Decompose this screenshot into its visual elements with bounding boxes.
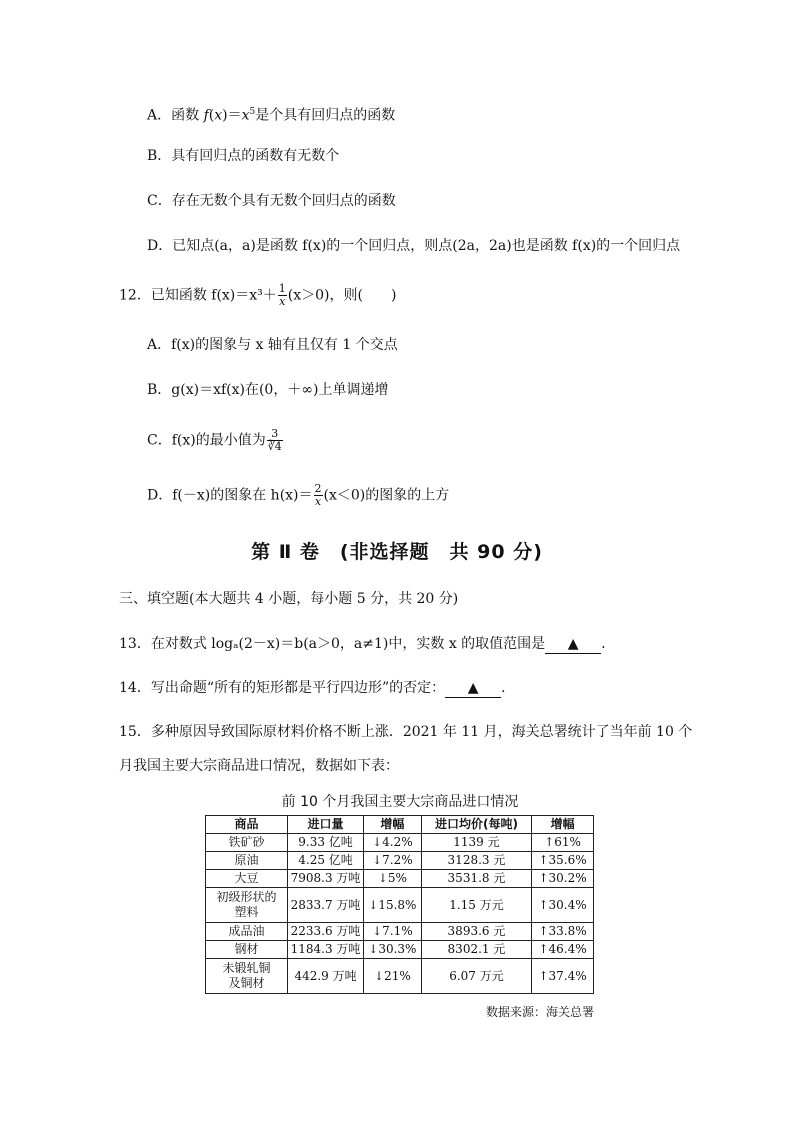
q12-d-suffix: (x＜0)的图象的上方	[323, 487, 450, 504]
cell-price-change: ↑61%	[532, 834, 594, 852]
q13-suffix: ．	[601, 636, 616, 652]
table-row	[206, 834, 594, 852]
part3-heading: 三、填空题(本大题共 4 小题，每小题 5 分，共 20 分)	[119, 591, 459, 607]
q15-line2: 月我国主要大宗商品进口情况，数据如下表：	[119, 758, 399, 774]
cell-volume-change: ↓7.2%	[364, 852, 422, 870]
cell-volume: 2233.6 万吨	[288, 923, 364, 941]
cell-commodity: 成品油	[206, 923, 288, 941]
cell-volume-change: ↓4.2%	[364, 834, 422, 852]
cell-price: 6.07 万元	[421, 959, 531, 994]
cell-volume: 4.25 亿吨	[288, 852, 364, 870]
q11-a-exp: 5	[249, 107, 256, 117]
cell-price-change: ↑30.4%	[532, 888, 594, 923]
cell-price: 3128.3 元	[421, 852, 531, 870]
cell-volume-change: ↓21%	[364, 959, 422, 994]
table-header-row	[206, 816, 594, 834]
q11-option-c: C．存在无数个具有无数个回归点的函数	[147, 193, 396, 209]
header-price-change: 增幅	[532, 816, 594, 834]
table-title: 前 10 个月我国主要大宗商品进口情况	[281, 794, 519, 810]
cell-volume-change: ↓5%	[364, 870, 422, 888]
cell-volume: 442.9 万吨	[288, 959, 364, 994]
q12-c-num: 3	[267, 428, 283, 441]
q13	[119, 634, 615, 654]
table-row	[206, 959, 594, 994]
q11-a-paren: (	[208, 107, 215, 124]
q12-frac-den: x	[279, 295, 286, 308]
q13-text: 13．在对数式 logₐ(2－x)＝b(a＞0，a≠1)中，实数 x 的取值范围是	[119, 636, 546, 652]
table-row	[206, 923, 594, 941]
q12-option-d	[147, 483, 449, 508]
q14-answer-blank: ▲	[445, 679, 501, 698]
cell-price-change: ↑30.2%	[532, 870, 594, 888]
cell-price: 1139 元	[421, 834, 531, 852]
q12-frac-num: 1	[278, 282, 286, 295]
q14	[119, 678, 515, 698]
q11-option-d: D．已知点(a，a)是函数 f(x)的一个回归点，则点(2a，2a)也是函数 f(x)的一个回归点	[147, 238, 681, 254]
q12-d-prefix: D．f(－x)的图象在 h(x)＝	[147, 487, 313, 504]
cell-volume: 2833.7 万吨	[288, 888, 364, 923]
cell-commodity: 初级形状的 塑料	[206, 888, 288, 923]
q11-a-suffix: 是个具有回归点的函数	[255, 107, 396, 124]
cell-volume: 7908.3 万吨	[288, 870, 364, 888]
cell-price: 3893.6 元	[421, 923, 531, 941]
q11-a-x2: x	[241, 107, 250, 124]
cell-price: 1.15 万元	[421, 888, 531, 923]
table-row	[206, 870, 594, 888]
cell-price: 3531.8 元	[421, 870, 531, 888]
q12-d-den: x	[314, 495, 322, 508]
cell-price-change: ↑37.4%	[532, 959, 594, 994]
q12-option-c	[147, 428, 284, 453]
q12-stem-suffix: (x＞0)，则( )	[287, 287, 397, 304]
q11-option-b: B．具有回归点的函数有无数个	[147, 148, 340, 164]
q12-stem-prefix: 12．已知函数 f(x)＝x³＋	[119, 287, 277, 304]
cell-commodity: 大豆	[206, 870, 288, 888]
q12-c-prefix: C．f(x)的最小值为	[147, 432, 266, 449]
q12-d-num: 2	[314, 482, 322, 495]
q12-stem	[119, 283, 396, 308]
q12-c-den: ∛4	[267, 440, 282, 453]
q12-option-b: B．g(x)＝xf(x)在(0，＋∞)上单调递增	[147, 382, 389, 398]
cell-price-change: ↑35.6%	[532, 852, 594, 870]
table-row	[206, 852, 594, 870]
cell-volume-change: ↓15.8%	[364, 888, 422, 923]
q12-d-fraction	[314, 483, 323, 508]
commodity-import-table	[205, 815, 594, 994]
q12-fraction	[278, 283, 287, 308]
q15-line1: 15．多种原因导致国际原材料价格不断上涨．2021 年 11 月，海关总署统计了当年前 10 个	[119, 724, 693, 740]
header-volume-change: 增幅	[364, 816, 422, 834]
cell-price-change: ↑46.4%	[532, 941, 594, 959]
cell-price: 8302.1 元	[421, 941, 531, 959]
cell-commodity: 钢材	[206, 941, 288, 959]
cell-volume-change: ↓7.1%	[364, 923, 422, 941]
q13-answer-blank: ▲	[545, 635, 601, 654]
header-import-volume: 进口量	[288, 816, 364, 834]
cell-commodity: 铁矿砂	[206, 834, 288, 852]
section-title: 第 Ⅱ 卷 (非选择题 共 90 分)	[251, 541, 543, 563]
q12-c-fraction	[267, 428, 283, 453]
q14-suffix: ．	[501, 680, 516, 696]
cell-volume: 1184.3 万吨	[288, 941, 364, 959]
q11-a-eq: )＝	[222, 107, 242, 124]
q11-a-f: f	[203, 107, 209, 124]
cell-price-change: ↑33.8%	[532, 923, 594, 941]
cell-volume-change: ↓30.3%	[364, 941, 422, 959]
table-row	[206, 888, 594, 923]
q14-text: 14．写出命题“所有的矩形都是平行四边形”的否定：	[119, 680, 446, 696]
q11-a-x: x	[214, 107, 223, 124]
table-row	[206, 941, 594, 959]
q11-a-prefix: A．函数	[147, 107, 204, 124]
cell-commodity: 未锻轧铜 及铜材	[206, 959, 288, 994]
cell-commodity: 原油	[206, 852, 288, 870]
cell-volume: 9.33 亿吨	[288, 834, 364, 852]
q12-option-a: A．f(x)的图象与 x 轴有且仅有 1 个交点	[147, 337, 398, 353]
header-commodity: 商品	[206, 816, 288, 834]
header-avg-price: 进口均价(每吨)	[421, 816, 531, 834]
table-source: 数据来源：海关总署	[485, 1005, 594, 1019]
q11-option-a	[147, 102, 395, 126]
